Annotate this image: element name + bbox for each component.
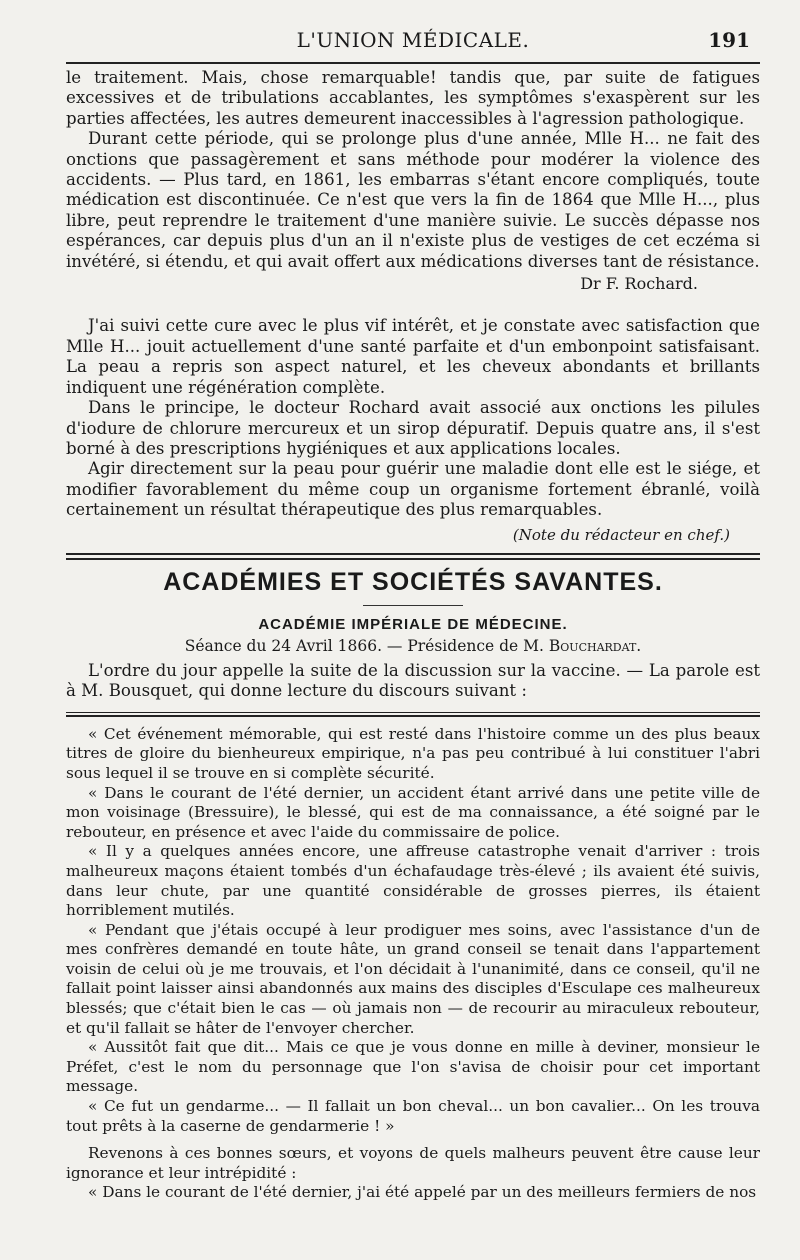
speech-paragraph: « Ce fut un gendarme... — Il fallait un bon cheval... un bon cavalier... On les trouva tout prêts à la caserne de gendarmerie ! » bbox=[66, 1097, 760, 1135]
speech-paragraph: « Il y a quelques années encore, une affreuse catastrophe venait d'arriver : trois malheureux maçons étaient tombés d'un échafaudage très-élevé ; ils avaient été suivis, dans leur chute, par une quantité considérable de grosses pierres, ils étaient horriblement mutilés. bbox=[66, 842, 760, 920]
header-rule bbox=[66, 62, 760, 64]
speech-paragraph: « Cet événement mémorable, qui est resté dans l'histoire comme un des plus beaux titres de gloire du bienheureux empirique, n'a pas peu contribué à lui constituer l'abri sous lequel il se trouve en si complète sécurité. bbox=[66, 724, 760, 782]
session-president: Bouchardat. bbox=[548, 636, 642, 655]
editor-note: (Note du rédacteur en chef.) bbox=[512, 525, 730, 544]
author-signature: Dr F. Rochard. bbox=[580, 274, 698, 294]
title-rule bbox=[363, 605, 463, 606]
session-prefix: Séance du 24 Avril 1866. — Présidence de M. bbox=[184, 636, 544, 655]
article-paragraph: Durant cette période, qui se prolonge plus d'une année, Mlle H... ne fait des onctions que passagèrement et sans méthode pour modérer la violence des accidents. — Plus tard, en 1861, les embarras s'étant encore compliqués, toute médication est discontinuée. Ce n'est que vers la fin de 1864 que Mlle H..., plus libre, peut reprendre le traitement d'une manière suivie. Le succès dépasse nos espérances, car depuis plus d'un an il n'existe plus de vestiges de cet eczéma si invétéré, si étendu, et qui avait offert aux médications diverses tant de résistance. bbox=[66, 129, 760, 271]
speech-paragraph: « Aussitôt fait que dit... Mais ce que je vous donne en mille à deviner, monsieur le Préfet, c'est le nom du personnage que l'on s'avisa de choisir pour cet important message. bbox=[66, 1038, 760, 1096]
editor-paragraph: J'ai suivi cette cure avec le plus vif intérêt, et je constate avec satisfaction que Mlle H... jouit actuellement d'une santé parfaite et d'un embonpoint satisfaisant. La peau a repris son aspect naturel, et les cheveux abondants et brillants indiquent une régénération complète. bbox=[66, 316, 760, 397]
section-intro: L'ordre du jour appelle la suite de la discussion sur la vaccine. — La parole est à M. Bousquet, qui donne lecture du discours suivant : bbox=[66, 660, 760, 701]
speech-divider bbox=[66, 712, 760, 717]
section-divider bbox=[66, 553, 760, 560]
speech-paragraph: Revenons à ces bonnes sœurs, et voyons de quels malheurs peuvent être cause leur ignorance et leur intrépidité : bbox=[66, 1144, 760, 1182]
speech-paragraph: « Dans le courant de l'été dernier, j'ai été appelé par un des meilleurs fermiers de nos bbox=[88, 1183, 757, 1202]
editor-paragraph: Agir directement sur la peau pour guérir une maladie dont elle est le siége, et modifier favorablement du même coup un organisme fortement ébranlé, voilà certainement un résultat thérapeutique des plus remarquables. bbox=[66, 459, 760, 520]
article-paragraph: le traitement. Mais, chose remarquable! tandis que, par suite de fatigues excessives et de tribulations accablantes, les symptômes s'exaspèrent sur les parties affectées, les autres demeurent inaccessibles à l'agression pathologique. bbox=[66, 68, 760, 128]
page-number: 191 bbox=[708, 28, 750, 52]
spacer bbox=[66, 1136, 760, 1144]
running-head bbox=[66, 0, 760, 62]
academy-title: ACADÉMIE IMPÉRIALE DE MÉDECINE. bbox=[258, 615, 568, 633]
section-intro-block bbox=[66, 661, 760, 702]
running-title: L'UNION MÉDICALE. bbox=[296, 28, 530, 52]
speech-paragraph: « Dans le courant de l'été dernier, un accident étant arrivé dans une petite ville de mon voisinage (Bressuire), le blessé, qui est de ma connaissance, a été soigné par le rebouteur, en présence et avec l'aide du commissaire de police. bbox=[66, 783, 760, 841]
editor-paragraph: Dans le principe, le docteur Rochard avait associé aux onctions les pilules d'iodure de chlorure mercureux et un sirop dépuratif. Depuis quatre ans, il s'est borné à des prescriptions hygiéniques et aux applications locales. bbox=[66, 398, 760, 458]
session-line bbox=[66, 637, 760, 655]
article-body bbox=[66, 68, 760, 545]
speech-paragraph: « Pendant que j'étais occupé à leur prodiguer mes soins, avec l'assistance d'un de mes confrères demandé en toute hâte, un grand conseil se tenait dans l'appartement voisin de celui où je me trouvais, et l'on décidait à l'unanimité, dans ce conseil, qu'il ne fallait point laisser ainsi abandonnés aux mains des disciples d'Esculape ces malheureux blessés; que c'était bien le cas — où jamais non — de recourir au miraculeux rebouteur, et qu'il fallait se hâter de l'envoyer chercher. bbox=[66, 920, 760, 1037]
speech-body bbox=[66, 725, 760, 1203]
section-title: ACADÉMIES ET SOCIÉTÉS SAVANTES. bbox=[163, 567, 663, 596]
